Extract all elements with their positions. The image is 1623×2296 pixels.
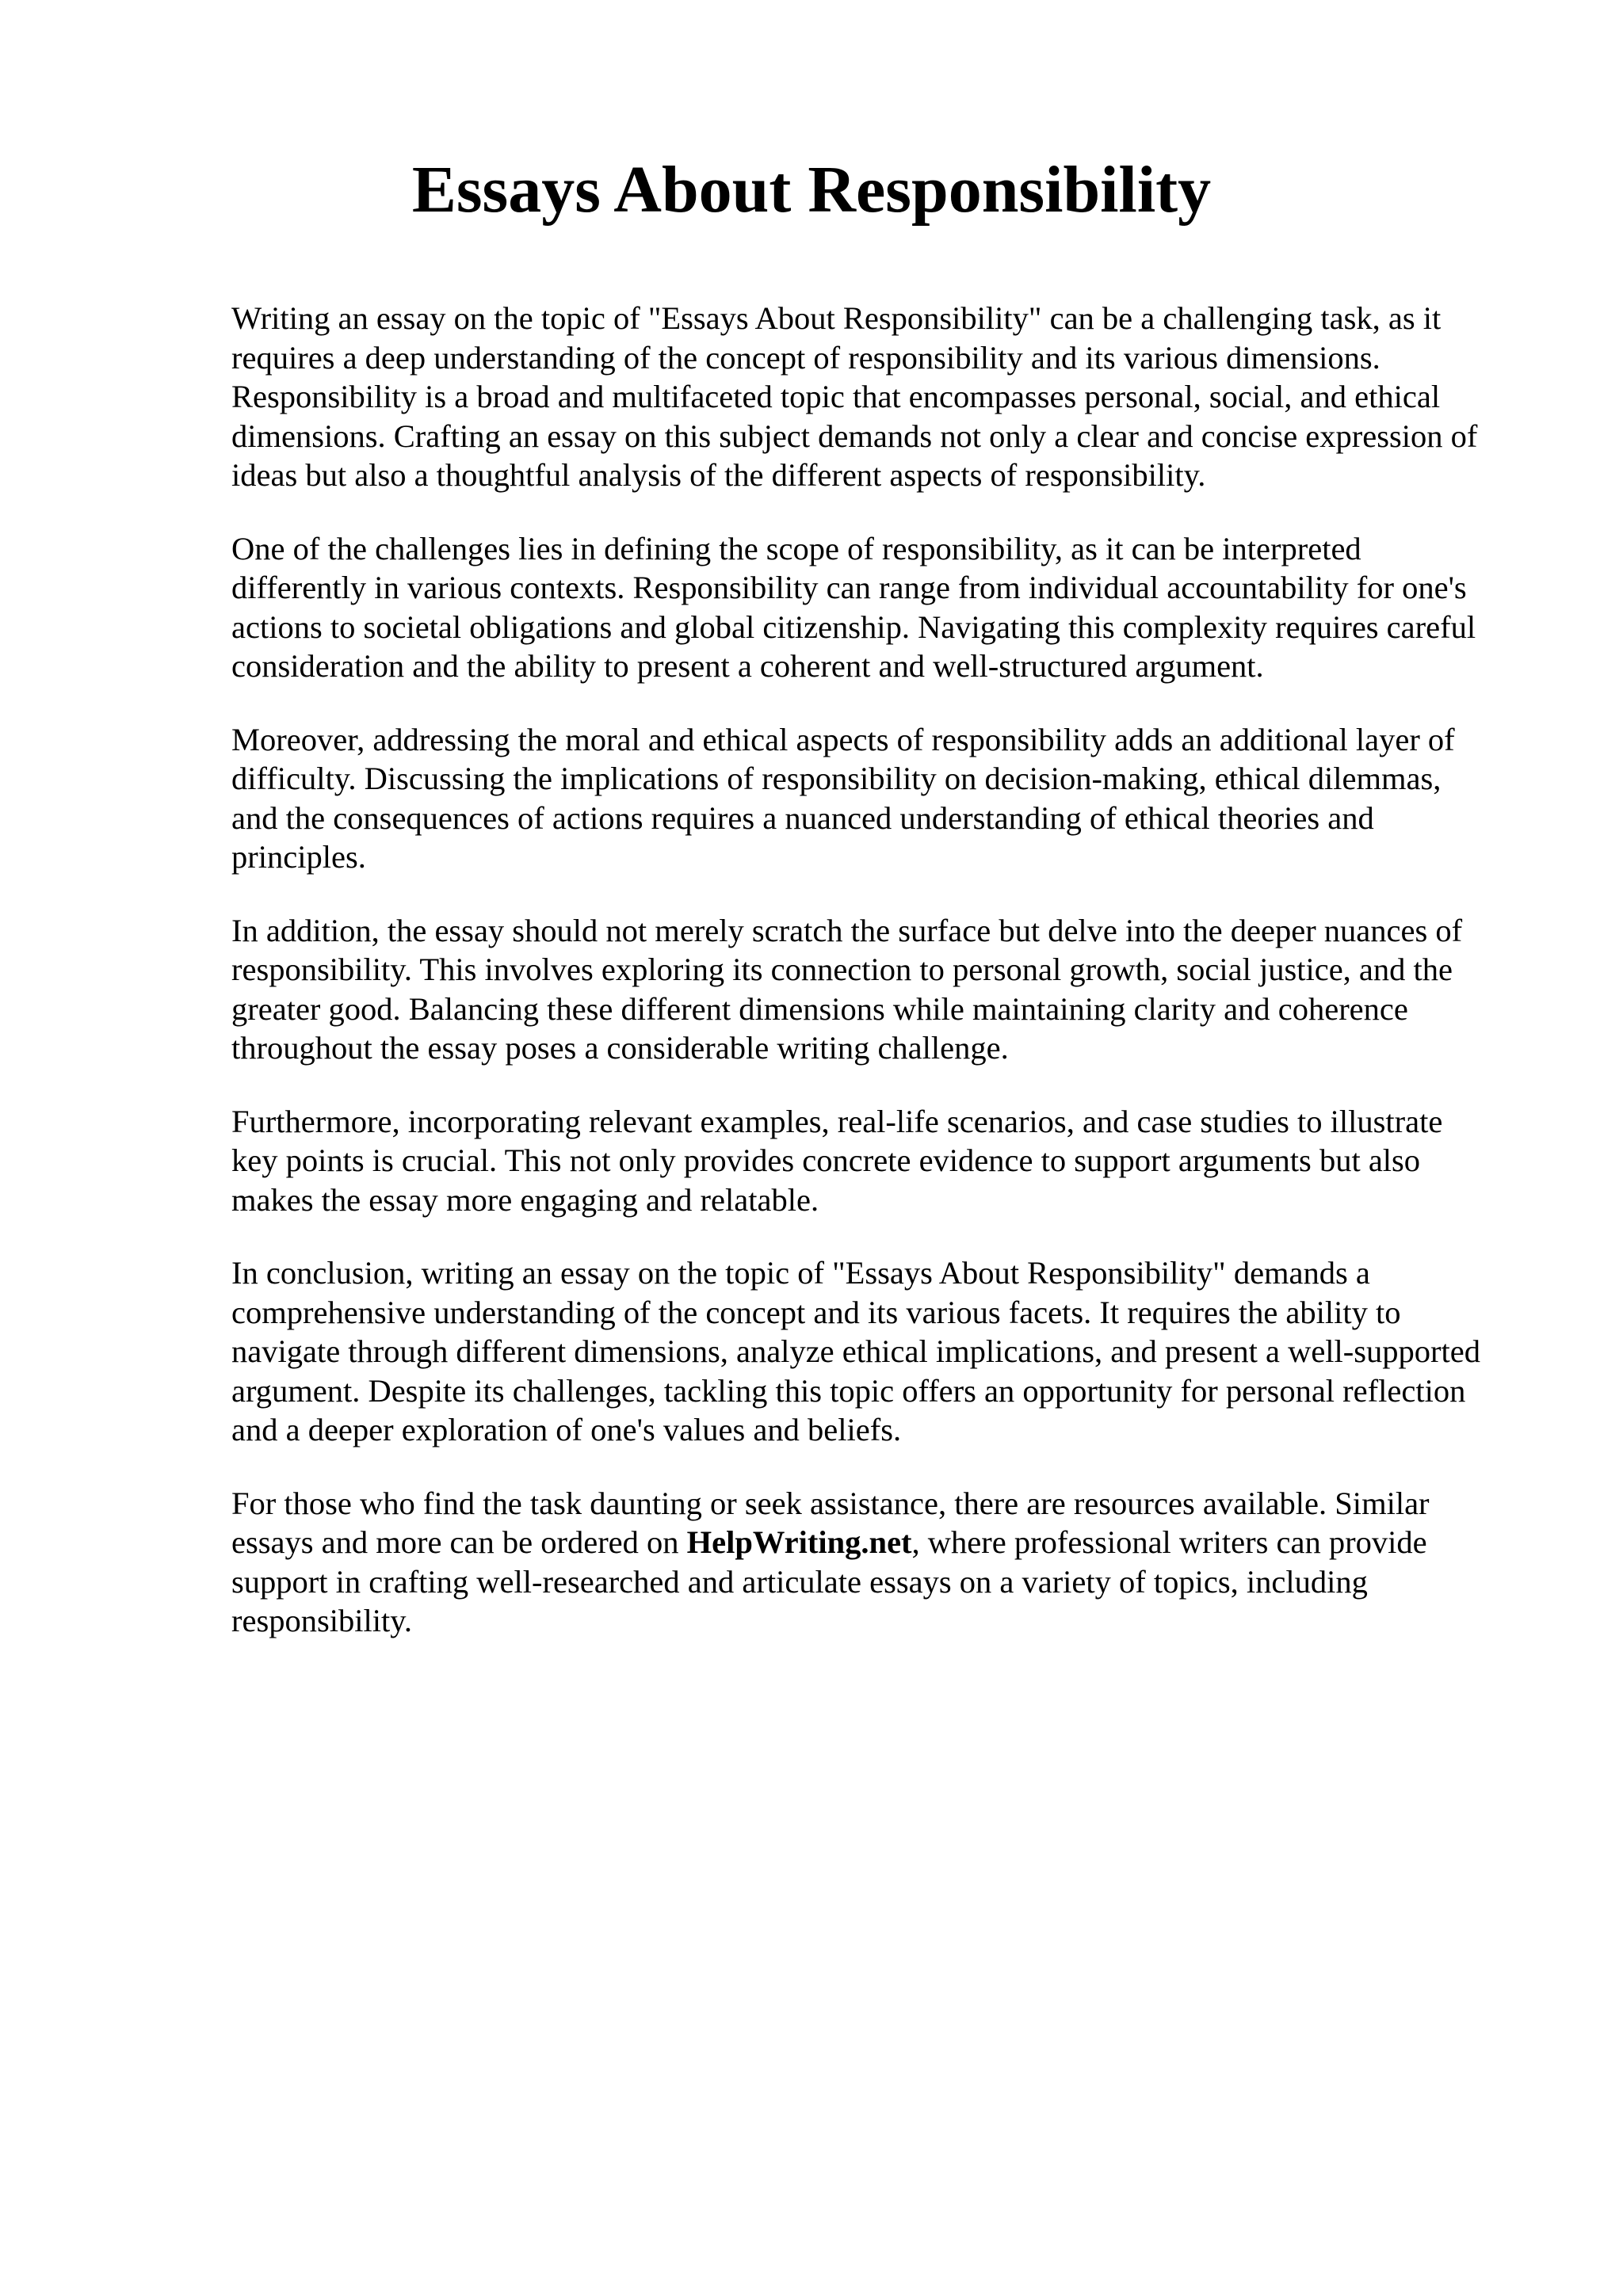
- text-line: key points is crucial. This not only provides concrete evidence to support arguments but also: [231, 1142, 1421, 1178]
- paragraph-1: [231, 299, 1525, 495]
- text-line: argument. Despite its challenges, tackling this topic offers an opportunity for personal reflection: [231, 1372, 1466, 1409]
- paragraph-6: [231, 1253, 1525, 1450]
- text-line: consideration and the ability to present a coherent and well-structured argument.: [231, 648, 1264, 684]
- text-line: and a deeper exploration of one's values and beliefs.: [231, 1412, 902, 1447]
- text-line: Furthermore, incorporating relevant examples, real-life scenarios, and case studies to illustrate: [231, 1103, 1443, 1139]
- paragraph-4: [231, 911, 1525, 1068]
- text-line: In addition, the essay should not merely scratch the surface but delve into the deeper nuances of: [231, 912, 1463, 948]
- text-line: differently in various contexts. Responsibility can range from individual accountability for one's: [231, 570, 1467, 605]
- text-line: Moreover, addressing the moral and ethical aspects of responsibility adds an additional layer of: [231, 721, 1455, 757]
- text-line: One of the challenges lies in defining the scope of responsibility, as it can be interpreted: [231, 530, 1361, 566]
- page-title: Essays About Responsibility: [411, 153, 1212, 227]
- text-line: Writing an essay on the topic of "Essays About Responsibility" can be a challenging task, as it: [231, 300, 1442, 336]
- text-line: principles.: [231, 839, 366, 875]
- essay-body: [231, 299, 1525, 1675]
- paragraph-5: [231, 1102, 1525, 1220]
- text-line: navigate through different dimensions, analyze ethical implications, and present a well-supported: [231, 1333, 1481, 1369]
- text-line: [231, 1523, 1525, 1562]
- text-line: and the consequences of actions requires a nuanced understanding of ethical theories and: [231, 799, 1374, 836]
- text-line: makes the essay more engaging and relatable.: [231, 1181, 819, 1218]
- text-line: dimensions. Crafting an essay on this subject demands not only a clear and concise expression of: [231, 418, 1478, 454]
- text-line: difficulty. Discussing the implications of responsibility on decision-making, ethical dilemmas,: [231, 761, 1442, 796]
- text-line: support in crafting well-researched and articulate essays on a variety of topics, including: [231, 1563, 1368, 1600]
- text-line: requires a deep understanding of the concept of responsibility and its various dimensions.: [231, 339, 1381, 376]
- text-line: In conclusion, writing an essay on the topic of "Essays About Responsibility" demands a: [231, 1255, 1370, 1291]
- text-line: comprehensive understanding of the concept and its various facets. It requires the ability to: [231, 1294, 1401, 1330]
- text-line: For those who find the task daunting or seek assistance, there are resources available. Similar: [231, 1485, 1430, 1521]
- closing-paragraph: [231, 1484, 1525, 1641]
- paragraph-2: [231, 529, 1525, 686]
- text-line: ideas but also a thoughtful analysis of the different aspects of responsibility.: [231, 457, 1206, 493]
- text-line: throughout the essay poses a considerable writing challenge.: [231, 1030, 1009, 1066]
- text-line: actions to societal obligations and global citizenship. Navigating this complexity requires careful: [231, 608, 1476, 645]
- text-line: Responsibility is a broad and multifaceted topic that encompasses personal, social, and ethical: [231, 379, 1441, 414]
- text-line: responsibility.: [231, 1603, 412, 1638]
- text-line: responsibility. This involves exploring its connection to personal growth, social justice, and the: [231, 952, 1453, 987]
- text-segment: essays and more can be ordered on: [231, 1524, 687, 1560]
- paragraph-3: [231, 720, 1525, 877]
- text-line: greater good. Balancing these different dimensions while maintaining clarity and coherence: [231, 990, 1408, 1027]
- brand-link[interactable]: HelpWriting.net: [686, 1524, 912, 1560]
- text-segment: , where professional writers can provide: [911, 1524, 1427, 1560]
